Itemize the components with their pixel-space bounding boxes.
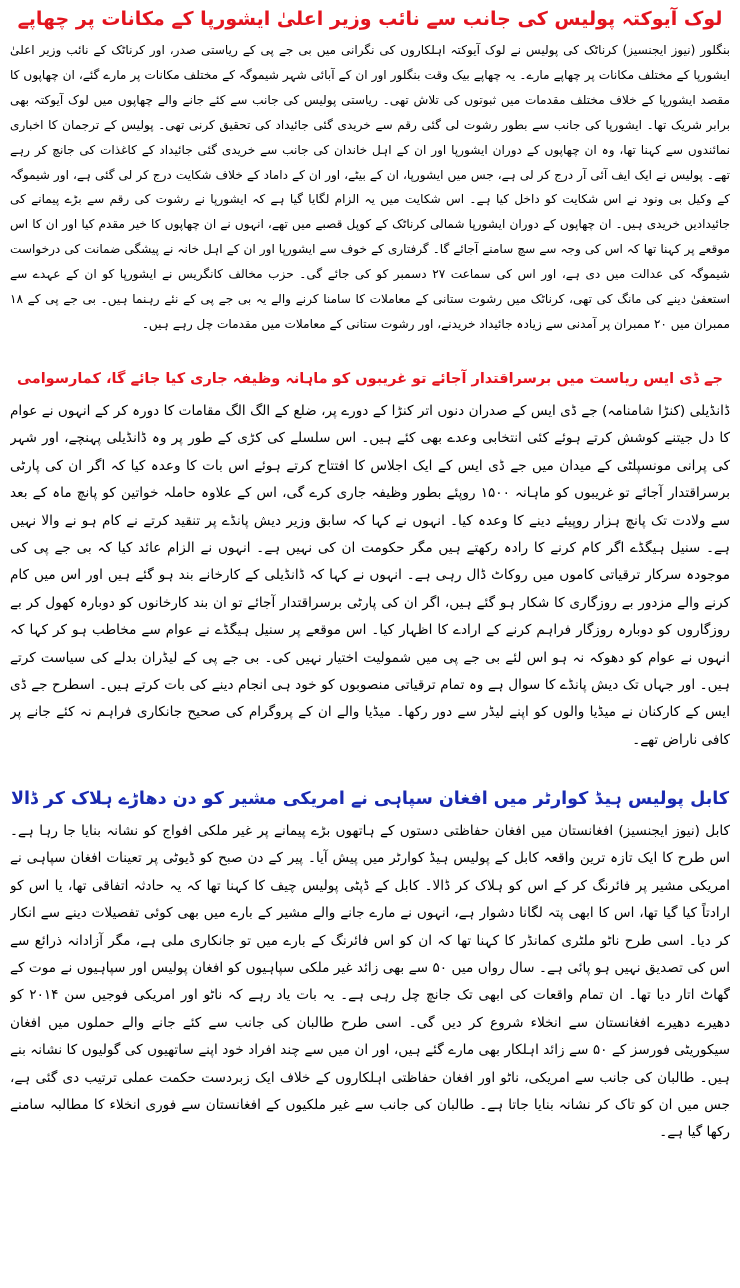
article-headline: لوک آیوکتہ پولیس کی جانب سے نائب وزیر اعلیٰ ایشورپا کے مکانات پر چھاپے bbox=[17, 8, 723, 30]
article-body: بنگلور (نیوز ایجنسیز) کرناٹک کی پولیس نے لوک آیوکتہ اہلکاروں کی نگرانی میں بی جے پی کے ریاستی صدر، اور کرناٹک کے نائب وزیر اعلیٰ ایشورپا کے مختلف مکانات پر چھاپے مارے۔ یہ چھاپے بیک وقت بنگلور اور ان کے آبائی شہر شیموگہ کے مختلف مکانات پر مارے گئے، ان چھاپوں کا مقصد ایشورپا کے خلاف مختلف مقدمات میں ثبوتوں کی تلاش تھی۔ ریاستی پولیس کی جانب سے کئے جانے والے چھاپوں میں لوک آیوکتہ بھی برابر شریک تھا۔ ایشورپا کی جانب سے بطور رشوت لی گئی رقم سے خریدی گئی جائیداد کی تحقیق کرنی تھی۔ پولیس کے ترجمان کا اخباری نمائندوں سے کہنا تھا، وہ ان چھاپوں کے دوران ایشورپا اور ان کے اہل خاندان کی جانب سے خریدی گئی جائیداد کے کاغذات کی جانچ کر رہے تھے۔ پولیس نے ایک ایف آئی آر درج کر لی ہے، جس میں ایشورپا، ان کے بیٹے، اور ان کے داماد کے خلاف شکایت درج کر لی گئی ہے، اور شیموگہ کے وکیل بی ونود نے اس شکایت کو داخل کیا ہے۔ اس شکایت میں یہ الزام لگایا گیا ہے کہ ایشورپا نے رشوت کی رقم سے بڑے پیمانے کی جائیدادیں خریدی ہیں۔ ان چھاپوں کے دوران ایشورپا شمالی کرناٹک کے کوپل قصبے میں تھے، انہوں نے ان چھاپوں کا خیر مقدم کیا اور ان کا اس موقعے پر کہنا تھا کہ اس کی وجہ سے سچ سامنے آجائے گا۔ گرفتاری کے خوف سے ایشورپا اور ان کے اہل خانہ نے پیشگی ضمانت کی درخواست شیموگہ کی عدالت میں دی ہے، اور اس کی سماعت ۲۷ دسمبر کو کی جائے گی۔ حزب مخالف کانگریس نے ایشورپا کو ان کے عہدے سے استعفیٰ دینے کی مانگ کی تھی، کرناٹک میں رشوت ستانی کے معاملات کا سامنا کرنے والے یہ بی جے پی کے نئے رہنما ہیں۔ بی جے پی کے ۱۸ ممبران میں ۲۰ ممبران پر آمدنی سے زیادہ جائیداد خریدنے، اور رشوت ستانی کے معاملات میں مقدمات چل رہے ہیں۔ bbox=[10, 43, 730, 331]
article-body: ڈانڈیلی (کنڑا شامنامہ) جے ڈی ایس کے صدران دنوں اتر کنڑا کے دورے پر، ضلع کے الگ الگ مقامات کا دورہ کر کے انہوں نے عوام کا دل جیتنے کوشش کرتے ہوئے کئی انتخابی وعدے بھی کئے ہیں۔ اس سلسلے کی کڑی کے طور پر وہ ڈانڈیلی پہنچے، اور شہر کی پرانی مونسپلٹی کے میدان میں جے ڈی ایس کے ایک اجلاس کا افتتاح کرتے ہوئے اس بات کا وعدہ کیا کہ اگر ان کی پارٹی برسراقتدار آجائے تو غریبوں کو ماہانہ ۱۵۰۰ روپئے بطور وظیفہ جاری کرے گی، اس کے علاوہ حاملہ خواتین کو پانچ ماہ کے بعد سے ولادت تک پانچ ہزار روپیئے دینے کا وعدہ کیا۔ انہوں نے کہا کہ سابق وزیر دیش پانڈے پر تنقید کرتے نے کام ہو نے والا نہیں ہے۔ سنیل ہیگڈے اگر کام کرنے کا رادہ رکھتے ہیں مگر حکومت ان کی نہیں ہے۔ انہوں نے الزام عائد کیا کہ بی جے پی کی موجودہ سرکار ترقیاتی کاموں میں روکاٹ ڈال رہی ہے۔ انہوں نے کہا کہ ڈانڈیلی کے کارخانے بند ہو گئے ہیں اور اس میں کام کرنے والے مزدور بے روزگاری کا شکار ہو گئے ہیں، اگر ان کی پارٹی برسراقتدار آجائے تو ان بند کارخانوں کو دوبارہ کھول کر بے روزگاروں کو دوبارہ روزگار فراہم کرنے کے ارادے کا اظہار کیا۔ اس موقعے پر سنیل ہیگڈے نے عوام سے مخاطب ہو کر کہا کہ انہوں نے عوام کو دھوکہ نہ ہو اس لئے بی جے پی میں شمولیت اختیار نہیں کی۔ بی جے پی کے لیڈران بدلے کی سیاست کرتے ہیں۔ اور جہاں تک دیش پانڈے کا سوال ہے وہ تمام ترقیاتی منصوبوں کو خود ہی انجام دینے کی بات کرتے ہیں۔ اسطرح جے ڈی ایس کے کارکنان نے میڈیا والوں کو اپنے لیڈر سے دور رکھا۔ میڈیا والے ان کے پروگرام کی صحیح جانکاری فراہم نہ کئے جانے پر کافی ناراض تھے۔ bbox=[10, 403, 730, 748]
article-jds-pension-promise bbox=[10, 364, 730, 784]
article-kabul-police-hq bbox=[10, 784, 730, 1288]
article-headline: کابل پولیس ہیڈ کوارٹر میں افغان سپاہی نے امریکی مشیر کو دن دھاڑے ہلاک کر ڈالا bbox=[10, 789, 730, 809]
article-lokayukta-raids bbox=[10, 4, 730, 364]
article-headline: جے ڈی ایس ریاست میں برسراقتدار آجائے تو غریبوں کو ماہانہ وظیفہ جاری کیا جائے گا، کمارسوامی bbox=[17, 371, 723, 387]
article-body: کابل (نیوز ایجنسیز) افغانستان میں افغان حفاظتی دستوں کے ہاتھوں بڑے پیمانے پر غیر ملکی افواج کو نشانہ بنایا جا رہا ہے۔ اس طرح کا ایک تازہ ترین واقعہ کابل کے پولیس ہیڈ کوارٹر میں پیش آیا۔ پیر کے دن صبح کو ڈیوٹی پر تعینات افغان سپاہی نے امریکی مشیر پر فائرنگ کر کے اس کو ہلاک کر ڈالا۔ کابل کے ڈپٹی پولیس چیف کا کہنا تھا کہ یہ حادثہ اتفاقی تھا، یا اس کو ارادتاً کیا گیا تھا، اس کا ابھی پتہ لگانا دشوار ہے، انہوں نے مارے جانے والے مشیر کے بارے میں بھی کوئی تفصیلات دینے سے انکار کر دیا۔ اسی طرح ناٹو ملٹری کمانڈر کا کہنا تھا کہ ان کو اس فائرنگ کے بارے میں تو جانکاری ملی ہے، مگر آزادانہ ذرائع سے اس کی تصدیق نہیں ہو پائی ہے۔ سال رواں میں ۵۰ سے بھی زائد غیر ملکی سپاہیوں کو افغان پولیس اور سپاہیوں نے موت کے گھاٹ اتار دیا تھا۔ ان تمام واقعات کی ابھی تک جانچ چل رہی ہے۔ یہ بات یاد رہے کہ ناٹو اور امریکی فوجیں سن ۲۰۱۴ کو دھیرے دھیرے افغانستان سے انخلاء شروع کر دیں گی۔ اسی طرح طالبان کی جانب سے کئے جانے والے حملوں میں افغان سیکوریٹی فورسز کے ۵۰ سے زائد اہلکار بھی مارے گئے ہیں، اور ان میں سے چند افراد خود اپنے ساتھیوں کی گولیوں کا نشانہ بنے ہیں۔ طالبان کی جانب سے امریکی، ناٹو اور افغان حفاظتی اہلکاروں کے خلاف ایک زبردست حکمت عملی ترتیب دی گئی ہے، جس میں ان کو تاک کر نشانہ بنایا جاتا ہے۔ طالبان کی جانب سے غیر ملکیوں کے افغانستان سے فوری انخلاء کا مطالبہ سامنے رکھا گیا ہے۔ bbox=[10, 823, 730, 1141]
